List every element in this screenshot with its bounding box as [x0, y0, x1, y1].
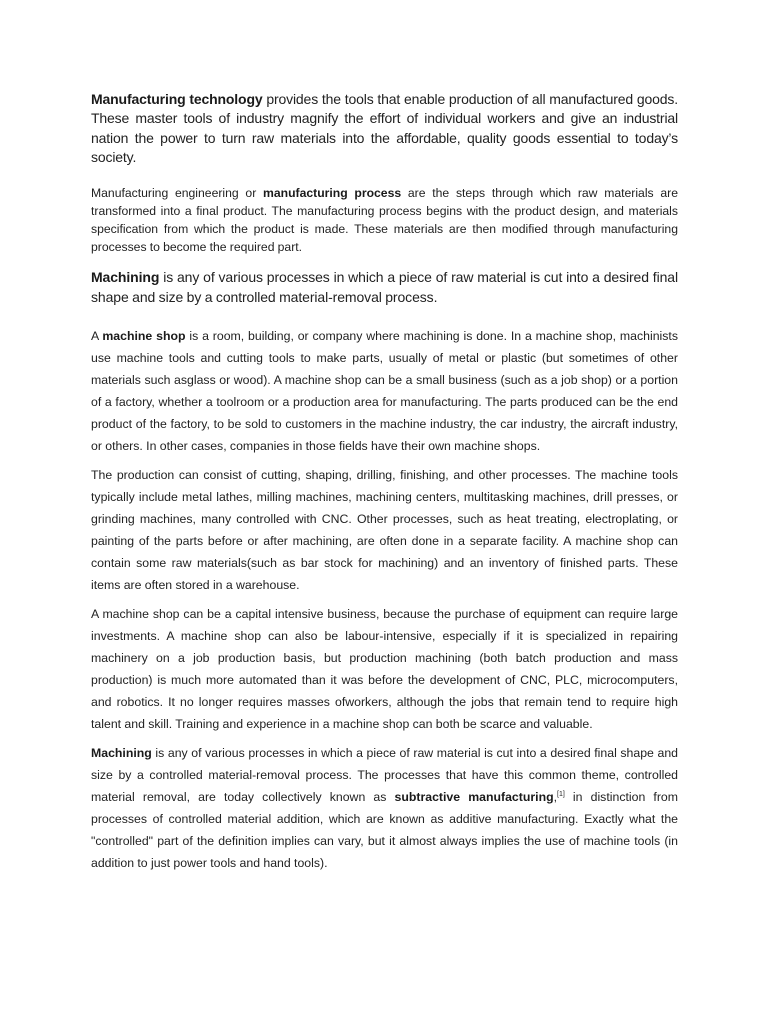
paragraph-machine-shop [91, 325, 678, 457]
text-run: is any of various processes in which a piece of raw material is cut into a desired final shape and size by a controlled material-removal process. [91, 269, 678, 306]
bold-term: Machining [91, 746, 152, 761]
citation-superscript: [1] [557, 791, 565, 799]
text-run: provides the tools that enable production of all manufactured goods. These master tools of industry magnify the effort of individual workers and give an industrial nation the power to turn raw materials into the affordable, quality goods essential to today’s society. [91, 91, 678, 166]
bold-term: manufacturing process [263, 185, 402, 200]
bold-term: Manufacturing technology [91, 91, 263, 107]
text-run: The production can consist of cutting, shaping, drilling, finishing, and other processes. The machine tools typically include metal lathes, milling machines, machining centers, multitasking machines, drill presses, or grinding machines, many controlled with CNC. Other processes, such as heat treating, electroplating, or painting of the parts before or after machining, are often done in a separate facility. A machine shop can contain some raw materials(such as bar stock for machining) and an inventory of finished parts. These items are often stored in a warehouse. [91, 468, 678, 593]
document-page [91, 90, 678, 874]
paragraph-machining-definition [91, 267, 678, 307]
citation-ref: ,[1] [553, 790, 565, 805]
text-run: are the steps through which raw materials are transformed into a final product. The manufacturing process begins with the product design, and materials specification from which the product is made. These materials are then modified through manufacturing processes to become the required part. [91, 185, 678, 255]
paragraph-manufacturing-process [91, 184, 678, 257]
bold-term: subtractive manufacturing [394, 790, 554, 805]
text-run: A machine shop can be a capital intensive business, because the purchase of equipment can require large investments. A machine shop can also be labour-intensive, especially if it is specialized in repairing machinery on a job production basis, but production machining (both batch production and mass production) is much more automated than it was before the development of CNC, PLC, microcomputers, and robotics. It no longer requires masses ofworkers, although the jobs that remain tend to require high talent and skill. Training and experience in a machine shop can both be scarce and valuable. [91, 607, 678, 732]
text-run: in distinction from processes of controlled material addition, which are known as additive manufacturing. Exactly what the "controlled" part of the definition implies can vary, but it almost always implies the use of machine tools (in addition to just power tools and hand tools). [91, 790, 678, 871]
paragraph-subtractive-manufacturing [91, 742, 678, 874]
text-run: Manufacturing engineering or [91, 185, 264, 200]
text-run: is any of various processes in which a piece of raw material is cut into a desired final shape and size by a controlled material-removal process. The processes that have this common theme, controlled material removal, are today collectively known as [91, 746, 678, 805]
bold-term: machine shop [102, 329, 186, 344]
paragraph-production [91, 464, 678, 596]
text-run: is a room, building, or company where machining is done. In a machine shop, machinists use machine tools and cutting tools to make parts, usually of metal or plastic (but sometimes of other materials such asglass or wood). A machine shop can be a small business (such as a job shop) or a portion of a factory, whether a toolroom or a production area for manufacturing. The parts produced can be the end product of the factory, to be sold to customers in the machine industry, the car industry, the aircraft industry, or others. In other cases, companies in those fields have their own machine shops. [91, 329, 678, 454]
bold-term: Machining [91, 269, 160, 286]
paragraph-manufacturing-technology [91, 90, 678, 168]
paragraph-capital-intensive [91, 603, 678, 735]
text-run: A [91, 329, 103, 344]
